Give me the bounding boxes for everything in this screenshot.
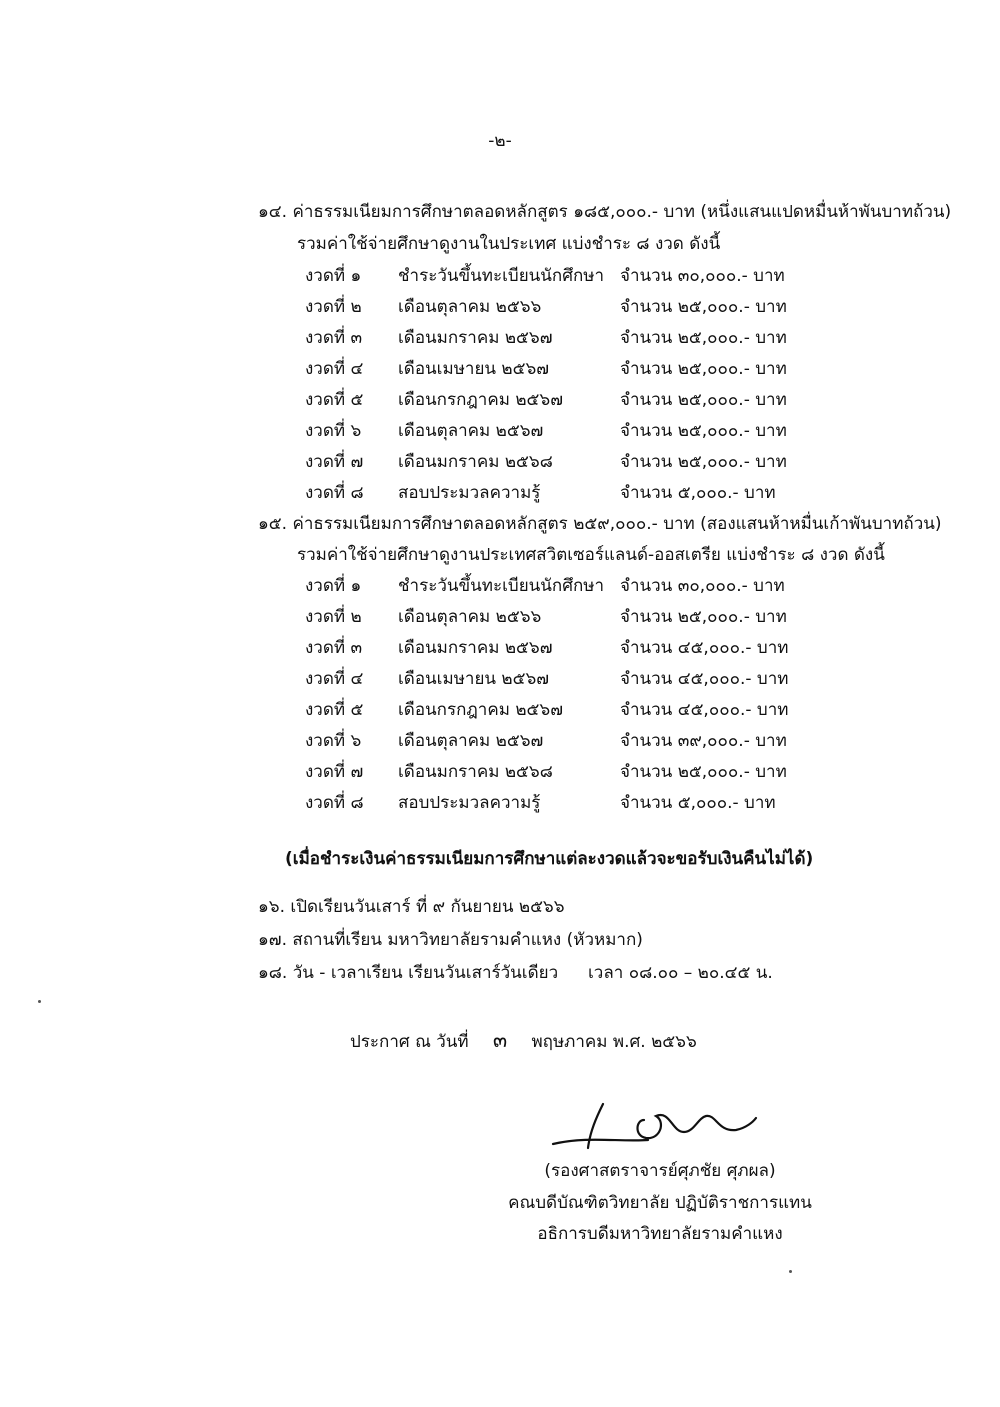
item15-installment-row: [305, 791, 825, 815]
installment-no: งวดที่ ๕: [305, 700, 364, 720]
installment-no: งวดที่ ๒: [305, 607, 362, 627]
item18-text: ๑๘. วัน - เวลาเรียน เรียนวันเสาร์วันเดียว: [258, 963, 559, 983]
installment-amount: จำนวน ๓๐,๐๐๐.- บาท: [620, 266, 785, 286]
installment-amount: จำนวน ๔๕,๐๐๐.- บาท: [620, 638, 789, 658]
handwritten-signature: [548, 1098, 758, 1158]
installment-no: งวดที่ ๖: [305, 731, 362, 751]
installment-no: งวดที่ ๓: [305, 328, 363, 348]
item14-installment-row: [305, 357, 825, 381]
item14-heading: ๑๔. ค่าธรรมเนียมการศึกษาตลอดหลักสูตร ๑๘๕,๐๐๐.- บาท (หนึ่งแสนแปดหมื่นห้าพันบาทถ้วน): [258, 202, 952, 222]
installment-when: ชำระวันขึ้นทะเบียนนักศึกษา: [398, 266, 605, 286]
item14-installment-row: [305, 264, 825, 288]
installment-when: เดือนตุลาคม ๒๕๖๖: [398, 297, 542, 317]
installment-amount: จำนวน ๒๕,๐๐๐.- บาท: [620, 297, 787, 317]
item15-installment-row: [305, 574, 825, 598]
item14-installment-row: [305, 419, 825, 443]
announce-day: ๓: [492, 1028, 508, 1052]
signatory-title: คณบดีบัณฑิตวิทยาลัย ปฏิบัติราชการแทน: [508, 1193, 812, 1213]
installment-no: งวดที่ ๗: [305, 452, 364, 472]
installment-when: เดือนมกราคม ๒๕๖๗: [398, 638, 553, 658]
item14-installment-row: [305, 450, 825, 474]
installment-when: เดือนมกราคม ๒๕๖๗: [398, 328, 553, 348]
installment-amount: จำนวน ๔๕,๐๐๐.- บาท: [620, 669, 789, 689]
installment-no: งวดที่ ๔: [305, 669, 364, 689]
item16-start-date: ๑๖. เปิดเรียนวันเสาร์ ที่ ๙ กันยายน ๒๕๖๖: [258, 897, 565, 917]
page-number: -๒-: [488, 131, 512, 151]
installment-when: สอบประมวลความรู้: [398, 793, 541, 813]
installment-no: งวดที่ ๔: [305, 359, 364, 379]
announce-prefix: ประกาศ ณ วันที่: [350, 1032, 469, 1052]
installment-when: เดือนมกราคม ๒๕๖๘: [398, 452, 553, 472]
installment-amount: จำนวน ๒๕,๐๐๐.- บาท: [620, 390, 787, 410]
installment-no: งวดที่ ๗: [305, 762, 364, 782]
installment-no: งวดที่ ๕: [305, 390, 364, 410]
item15-installment-row: [305, 698, 825, 722]
item14-installment-row: [305, 481, 825, 505]
item14-installment-row: [305, 326, 825, 350]
signatory-name: (รองศาสตราจารย์ศุภชัย ศุภผล): [544, 1161, 776, 1181]
announcement-date: [350, 1028, 697, 1054]
installment-amount: จำนวน ๒๕,๐๐๐.- บาท: [620, 452, 787, 472]
installment-no: งวดที่ ๘: [305, 483, 364, 503]
signatory-organization: อธิการบดีมหาวิทยาลัยรามคำแหง: [537, 1224, 783, 1244]
item14-installment-row: [305, 388, 825, 412]
scan-speck: [38, 1000, 41, 1003]
item15-installment-row: [305, 760, 825, 784]
installment-no: งวดที่ ๘: [305, 793, 364, 813]
installment-no: งวดที่ ๓: [305, 638, 363, 658]
installment-amount: จำนวน ๒๕,๐๐๐.- บาท: [620, 328, 787, 348]
item14-subheading: รวมค่าใช้จ่ายศึกษาดูงานในประเทศ แบ่งชำระ ๘ งวด ดังนี้: [297, 234, 721, 254]
item15-installment-row: [305, 667, 825, 691]
item17-location: ๑๗. สถานที่เรียน มหาวิทยาลัยรามคำแหง (หัวหมาก): [258, 930, 643, 950]
installment-amount: จำนวน ๔๕,๐๐๐.- บาท: [620, 700, 789, 720]
installment-amount: จำนวน ๓๙,๐๐๐.- บาท: [620, 731, 787, 751]
installment-when: เดือนมกราคม ๒๕๖๘: [398, 762, 553, 782]
installment-no: งวดที่ ๑: [305, 576, 362, 596]
item15-installment-row: [305, 605, 825, 629]
installment-no: งวดที่ ๑: [305, 266, 362, 286]
installment-amount: จำนวน ๒๕,๐๐๐.- บาท: [620, 762, 787, 782]
installment-when: เดือนกรกฎาคม ๒๕๖๗: [398, 700, 563, 720]
installment-when: เดือนกรกฎาคม ๒๕๖๗: [398, 390, 563, 410]
scan-speck: [789, 1270, 792, 1273]
installment-when: เดือนตุลาคม ๒๕๖๗: [398, 731, 544, 751]
installment-when: เดือนตุลาคม ๒๕๖๗: [398, 421, 544, 441]
installment-amount: จำนวน ๒๕,๐๐๐.- บาท: [620, 421, 787, 441]
installment-when: เดือนเมษายน ๒๕๖๗: [398, 359, 550, 379]
item14-installment-row: [305, 295, 825, 319]
installment-no: งวดที่ ๒: [305, 297, 362, 317]
installment-when: เดือนเมษายน ๒๕๖๗: [398, 669, 550, 689]
announce-suffix: พฤษภาคม พ.ศ. ๒๕๖๖: [531, 1032, 697, 1052]
installment-amount: จำนวน ๕,๐๐๐.- บาท: [620, 793, 776, 813]
installment-when: สอบประมวลความรู้: [398, 483, 541, 503]
item15-subheading: รวมค่าใช้จ่ายศึกษาดูงานประเทศสวิตเซอร์แลนด์-ออสเตรีย แบ่งชำระ ๘ งวด ดังนี้: [297, 545, 885, 565]
installment-when: เดือนตุลาคม ๒๕๖๖: [398, 607, 542, 627]
item15-installment-row: [305, 729, 825, 753]
installment-amount: จำนวน ๒๕,๐๐๐.- บาท: [620, 607, 787, 627]
item15-heading: ๑๕. ค่าธรรมเนียมการศึกษาตลอดหลักสูตร ๒๕๙,๐๐๐.- บาท (สองแสนห้าหมื่นเก้าพันบาทถ้วน): [258, 514, 942, 534]
installment-when: ชำระวันขึ้นทะเบียนนักศึกษา: [398, 576, 605, 596]
installment-amount: จำนวน ๕,๐๐๐.- บาท: [620, 483, 776, 503]
installment-no: งวดที่ ๖: [305, 421, 362, 441]
item15-installment-row: [305, 636, 825, 660]
refund-notice: (เมื่อชำระเงินค่าธรรมเนียมการศึกษาแต่ละงวดแล้วจะขอรับเงินคืนไม่ได้): [285, 849, 814, 869]
installment-amount: จำนวน ๒๕,๐๐๐.- บาท: [620, 359, 787, 379]
item18-schedule: [258, 961, 773, 985]
item18-time: เวลา ๐๘.๐๐ – ๒๐.๔๕ น.: [588, 963, 773, 983]
installment-amount: จำนวน ๓๐,๐๐๐.- บาท: [620, 576, 785, 596]
